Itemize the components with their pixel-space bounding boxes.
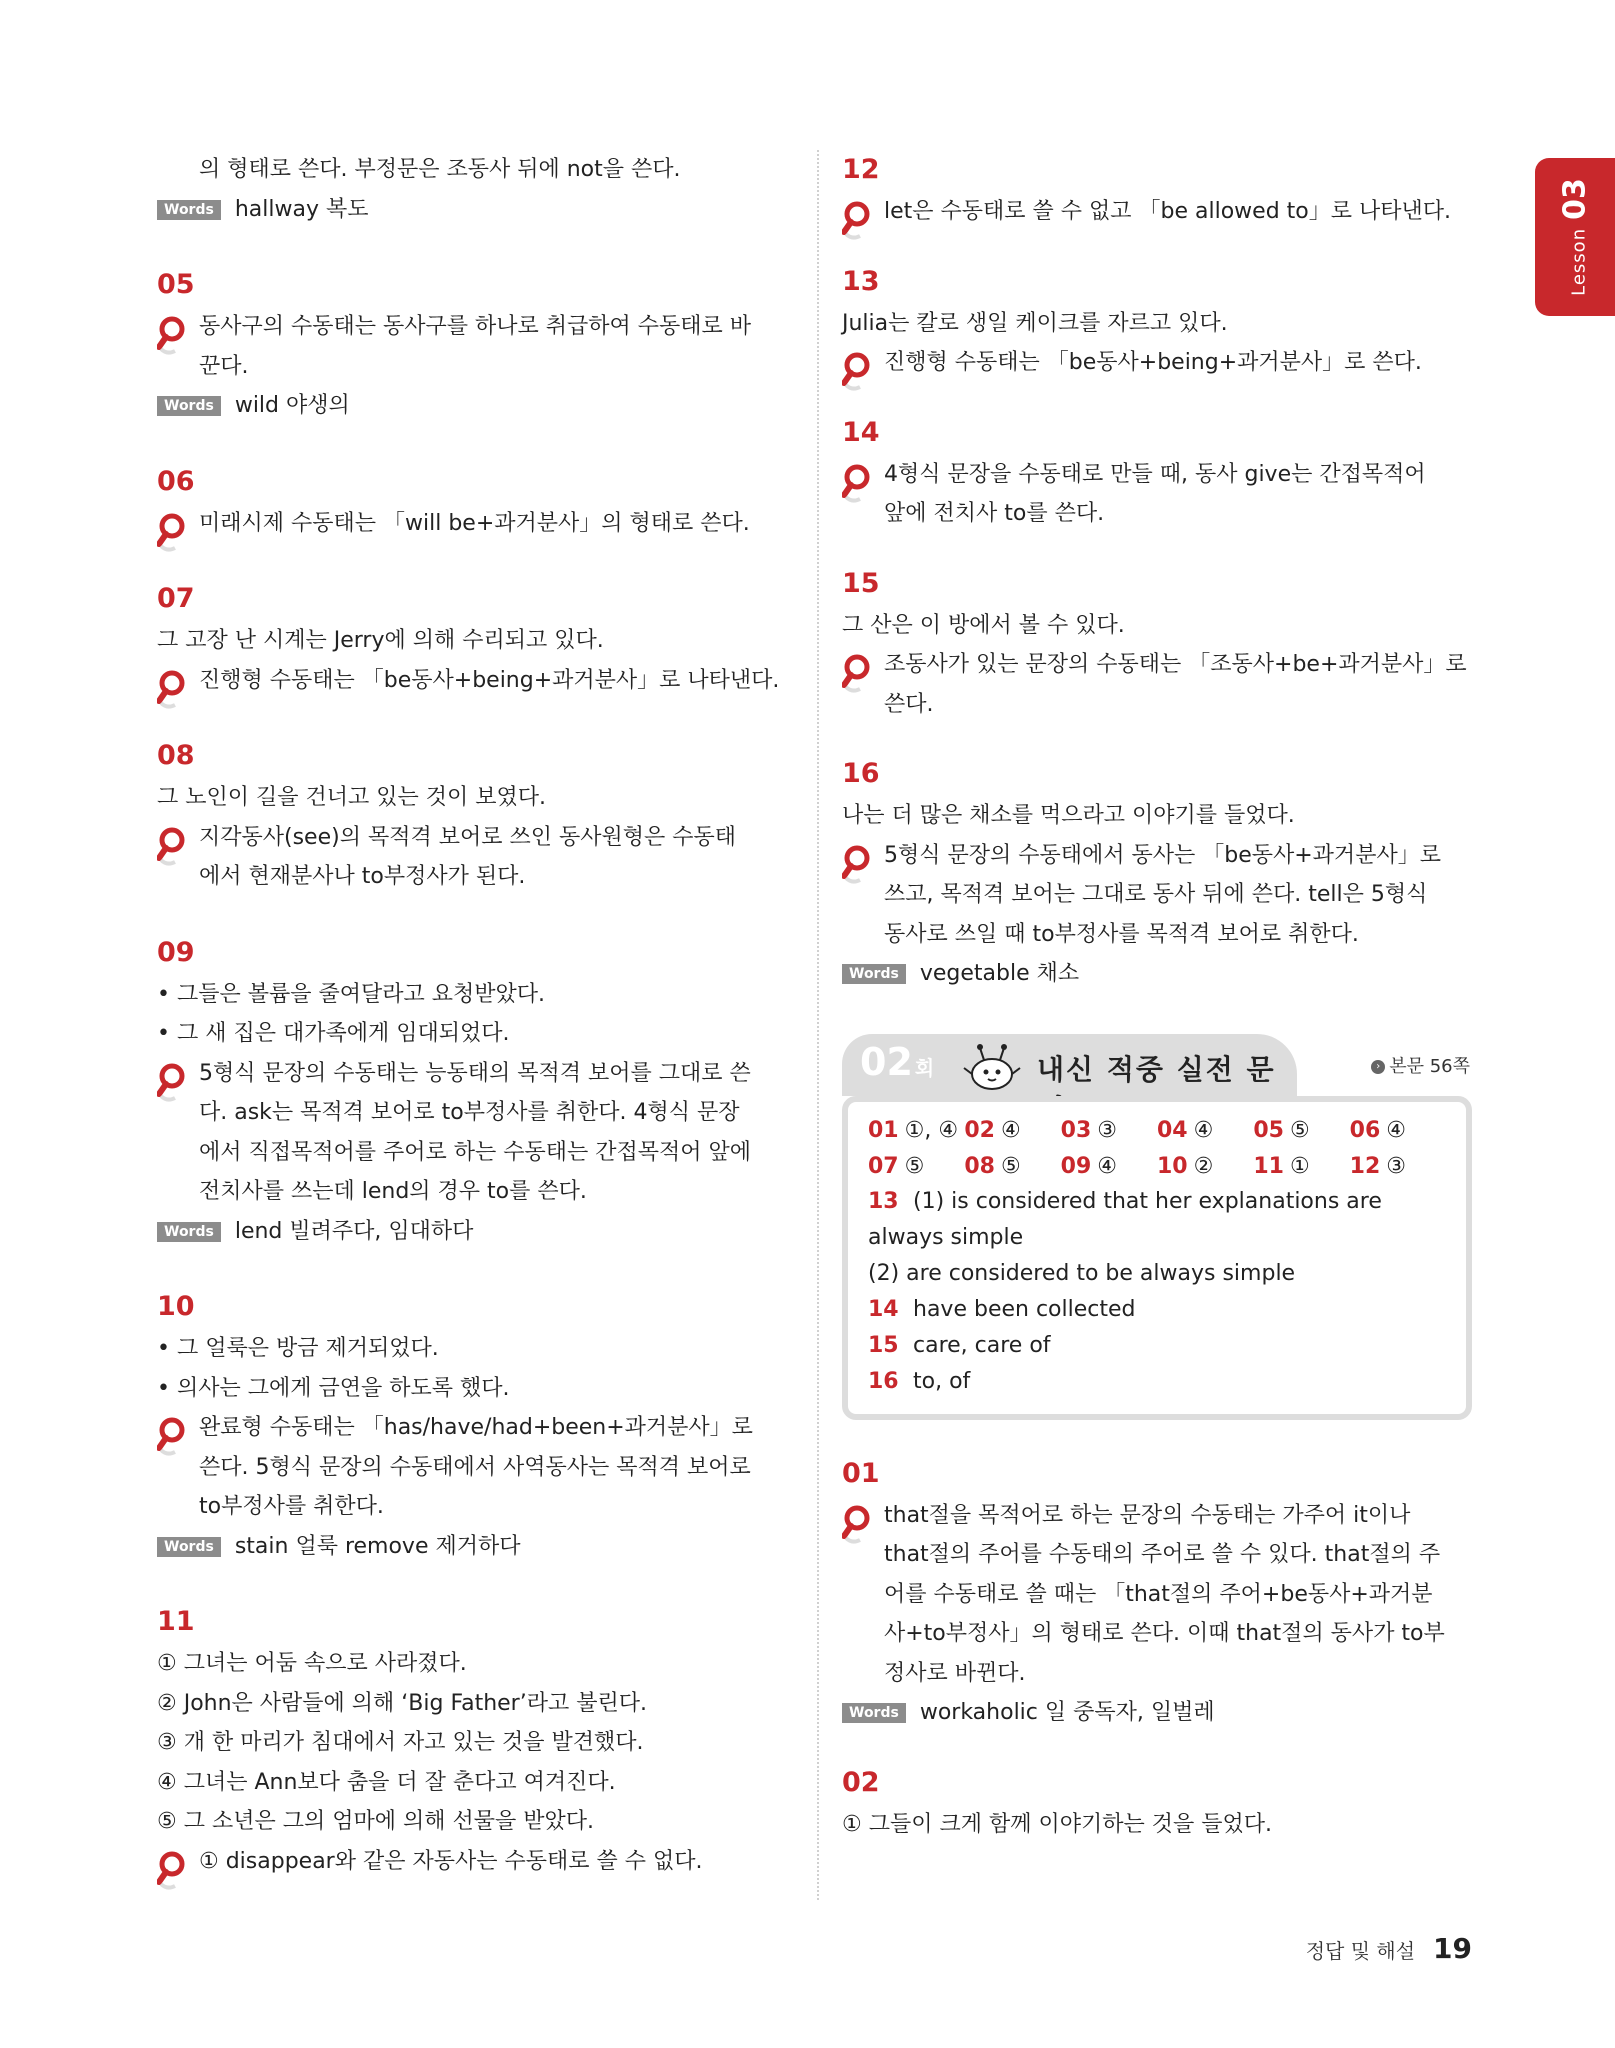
- answer-number: 13: [868, 1188, 899, 1214]
- explanation: [842, 836, 1472, 955]
- question-text: • 그 새 집은 대가족에게 임대되었다.: [157, 1021, 510, 1046]
- explanation: [157, 661, 792, 701]
- answer-item: [868, 1150, 964, 1184]
- long-answers: [868, 1184, 1446, 1400]
- answer-box: [842, 1034, 1472, 1420]
- explanation-line: ① disappear와 같은 자동사는 수동태로 쓸 수 없다.: [199, 1848, 703, 1874]
- question-number: 11: [157, 1606, 195, 1637]
- question-text: • 그들은 볼륨을 줄여달라고 요청받았다.: [157, 981, 545, 1007]
- answer-continuation: always simple: [868, 1224, 1024, 1250]
- page-footer: [1306, 1932, 1472, 1965]
- answer-number: 15: [868, 1332, 899, 1358]
- vocabulary: [157, 1212, 792, 1252]
- vocabulary: [842, 954, 1472, 994]
- question-11: [157, 1602, 792, 1881]
- explanation: [157, 1842, 792, 1882]
- explanation: [842, 1496, 1472, 1694]
- vocabulary: [157, 386, 792, 426]
- lesson-side-tab[interactable]: [1535, 158, 1615, 316]
- answer-item: [964, 1150, 1060, 1184]
- answer-box-title: 내신 적중 실전 문: [1037, 1052, 1276, 1086]
- question-14: [842, 413, 1472, 534]
- magnifier-icon: [842, 653, 876, 693]
- vocabulary-text: hallway 복도: [234, 196, 369, 222]
- question-09: [157, 933, 792, 1252]
- question-number: 15: [842, 567, 880, 599]
- explanation-line: that절을 목적어로 하는 문장의 수동태는 가주어 it이나: [884, 1502, 1411, 1528]
- answer-value: have been collected: [913, 1296, 1136, 1322]
- question-r01: [842, 1454, 1472, 1733]
- right-top-sections: [842, 150, 1472, 994]
- explanation-line: 4형식 문장을 수동태로 만들 때, 동사 give는 간접목적어: [884, 461, 1426, 487]
- question-text: 그 고장 난 시계는 Jerry에 의해 수리되고 있다.: [157, 628, 604, 653]
- explanation: [157, 504, 792, 544]
- question-04: [157, 150, 792, 229]
- answer-number: 14: [868, 1296, 899, 1322]
- question-number: 13: [842, 265, 880, 297]
- answer-item: [868, 1292, 1446, 1328]
- explanation-line: 완료형 수동태는 「has/have/had+been+과거분사」로: [199, 1415, 753, 1440]
- question-text: • 그 얼룩은 방금 제거되었다.: [157, 1336, 439, 1361]
- answer-value: ⑤: [1289, 1117, 1310, 1143]
- answer-value: (1) is considered that her explanations are: [913, 1188, 1382, 1214]
- answer-item: [868, 1364, 1446, 1400]
- vocabulary-text: wild 야생의: [234, 393, 350, 418]
- magnifier-icon: [157, 826, 191, 866]
- vocabulary: [157, 190, 792, 230]
- answer-value: ④: [1000, 1117, 1021, 1143]
- question-number: 07: [157, 583, 195, 614]
- magnifier-icon: [157, 1850, 191, 1890]
- explanation-line: 쓴다.: [884, 691, 934, 717]
- right-bottom-sections: [842, 1454, 1472, 1845]
- magnifier-icon: [157, 512, 191, 552]
- explanation-line: 지각동사(see)의 목적격 보어로 쓰인 동사원형은 수동태: [199, 824, 736, 850]
- explanation-line: 쓴다. 5형식 문장의 수동태에서 사역동사는 목적격 보어로: [199, 1454, 751, 1480]
- question-number: 01: [842, 1457, 880, 1489]
- question-number: 08: [157, 740, 195, 771]
- answer-number: 06: [1349, 1117, 1381, 1143]
- explanation-line: 에서 현재분사나 to부정사가 된다.: [199, 864, 526, 889]
- magnifier-icon: [157, 1416, 191, 1456]
- question-text: ① 그녀는 어둠 속으로 사라졌다.: [157, 1651, 467, 1676]
- question-text: 그 노인이 길을 건너고 있는 것이 보였다.: [157, 785, 546, 810]
- answer-item: [1061, 1114, 1157, 1148]
- vocabulary-text: vegetable 채소: [919, 961, 1080, 986]
- question-r02: [842, 1763, 1472, 1845]
- explanation-line: 진행형 수동태는 「be동사+being+과거분사」로 나타낸다.: [199, 667, 780, 693]
- words-tag: Words: [842, 964, 906, 984]
- answer-value: ③: [1386, 1153, 1407, 1179]
- magnifier-icon: [842, 351, 876, 391]
- answer-item: [1253, 1150, 1349, 1184]
- question-number: 12: [842, 154, 880, 185]
- explanation: [157, 818, 792, 897]
- question-text: ② John은 사람들에 의해 ‘Big Father’라고 불린다.: [157, 1690, 647, 1716]
- explanation-line: 다. ask는 목적격 보어로 to부정사를 취한다. 4형식 문장: [199, 1100, 740, 1125]
- answer-value: ①, ④: [904, 1117, 959, 1143]
- explanation-line: 전치사를 쓰는데 lend의 경우 to를 쓴다.: [199, 1179, 587, 1204]
- question-text: 나는 더 많은 채소를 먹으라고 이야기를 들었다.: [842, 803, 1295, 828]
- magnifier-icon: [842, 844, 876, 884]
- answer-value: ④: [1097, 1153, 1118, 1179]
- explanation-line: 쓰고, 목적격 보어는 그대로 동사 뒤에 쓴다. tell은 5형식: [884, 882, 1428, 907]
- explanation-line: that절의 주어를 수동태의 주어로 쓸 수 있다. that절의 주: [884, 1542, 1441, 1567]
- answer-item: [1253, 1114, 1349, 1148]
- question-06: [157, 462, 792, 544]
- question-08: [157, 736, 792, 897]
- words-tag: Words: [157, 200, 221, 220]
- magnifier-icon: [157, 315, 191, 355]
- question-text: 그 산은 이 방에서 볼 수 있다.: [842, 612, 1125, 638]
- answer-number: 11: [1253, 1153, 1284, 1179]
- question-number: 06: [157, 465, 195, 497]
- question-number: 14: [842, 416, 880, 448]
- magnifier-icon: [842, 200, 876, 240]
- answer-number: 05: [1253, 1117, 1284, 1143]
- explanation: [157, 1408, 792, 1527]
- answer-value: ⑤: [904, 1153, 925, 1179]
- question-15: [842, 564, 1472, 725]
- question-number: 02: [842, 1766, 880, 1798]
- answer-value: ④: [1193, 1117, 1214, 1143]
- explanation: [157, 307, 792, 386]
- vocabulary-text: lend 빌려주다, 임대하다: [234, 1218, 474, 1244]
- explanation-line: 앞에 전치사 to를 쓴다.: [884, 501, 1105, 526]
- question-16: [842, 754, 1472, 994]
- question-number: 09: [157, 936, 195, 968]
- answer-item: [868, 1328, 1446, 1364]
- answer-item: [964, 1114, 1060, 1148]
- answer-value: ①: [1289, 1153, 1310, 1179]
- explanation: [842, 192, 1472, 232]
- answer-item: [1350, 1114, 1446, 1148]
- words-tag: Words: [157, 1537, 221, 1557]
- answer-number: 10: [1157, 1153, 1188, 1179]
- explanation: [157, 150, 792, 190]
- answer-value: ⑤: [1000, 1153, 1021, 1179]
- vocabulary: [157, 1527, 792, 1567]
- question-10: [157, 1287, 792, 1566]
- lesson-label: Lesson: [1568, 227, 1590, 296]
- magnifier-icon: [842, 1504, 876, 1544]
- answer-number: 01: [868, 1117, 899, 1143]
- answer-value: ②: [1193, 1153, 1214, 1179]
- explanation-line: 정사로 바뀐다.: [884, 1660, 1026, 1686]
- explanation-line: 동사로 쓰일 때 to부정사를 목적격 보어로 취한다.: [884, 921, 1359, 947]
- answer-number: 03: [1060, 1117, 1092, 1143]
- answer-box-tab: [842, 1034, 1297, 1096]
- answer-item: [868, 1184, 1446, 1220]
- explanation-line: 조동사가 있는 문장의 수동태는 「조동사+be+과거분사」로: [884, 652, 1467, 677]
- explanation-line: 5형식 문장의 수동태는 능동태의 목적격 보어를 그대로 쓴: [199, 1060, 751, 1086]
- answer-item: [868, 1114, 964, 1148]
- explanation-line: 동사구의 수동태는 동사구를 하나로 취급하여 수동태로 바: [199, 314, 752, 339]
- answer-item: [1061, 1150, 1157, 1184]
- words-tag: Words: [842, 1703, 906, 1723]
- question-number: 05: [157, 269, 195, 300]
- question-text: ① 그들이 크게 함께 이야기하는 것을 들었다.: [842, 1811, 1272, 1837]
- answer-number: 02: [964, 1117, 995, 1143]
- answer-continuation: (2) are considered to be always simple: [868, 1260, 1296, 1286]
- answer-number: 12: [1349, 1153, 1381, 1179]
- words-tag: Words: [157, 396, 221, 416]
- column-divider: [817, 150, 819, 1900]
- answer-number: 07: [868, 1153, 899, 1179]
- vocabulary: [842, 1693, 1472, 1733]
- answer-box-header: [842, 1034, 1472, 1104]
- explanation-line: 5형식 문장의 수동태에서 동사는 「be동사+과거분사」로: [884, 842, 1441, 868]
- explanation-line: 꾼다.: [199, 353, 249, 379]
- question-number: 16: [842, 758, 880, 789]
- answer-item: [1350, 1150, 1446, 1184]
- arrow-circle-icon: ›: [1371, 1060, 1385, 1074]
- question-text: ④ 그녀는 Ann보다 춤을 더 잘 춘다고 여겨진다.: [157, 1769, 616, 1795]
- question-05: [157, 265, 792, 426]
- magnifier-icon: [157, 1062, 191, 1102]
- answer-number: 08: [964, 1153, 995, 1179]
- explanation-line: 에서 직접목적어를 주어로 하는 수동태는 간접목적어 앞에: [199, 1139, 752, 1165]
- explanation-line: 어를 수동태로 쓸 때는 「that절의 주어+be동사+과거분: [884, 1581, 1433, 1607]
- question-text: ⑤ 그 소년은 그의 엄마에 의해 선물을 받았다.: [157, 1809, 594, 1834]
- explanation: [842, 455, 1472, 534]
- question-text: • 의사는 그에게 금연을 하도록 했다.: [157, 1375, 510, 1401]
- question-text: ③ 개 한 마리가 침대에서 자고 있는 것을 발견했다.: [157, 1730, 644, 1755]
- explanation: [157, 1054, 792, 1212]
- footer-label: 정답 및 해설: [1305, 1939, 1416, 1963]
- explanation-line: 사+to부정사」의 형태로 쓴다. 이때 that절의 동사가 to부: [884, 1621, 1445, 1646]
- words-tag: Words: [157, 1222, 221, 1242]
- answer-value: care, care of: [913, 1332, 1051, 1358]
- question-number: 10: [157, 1291, 195, 1322]
- explanation: [842, 343, 1472, 383]
- explanation-line: 미래시제 수동태는 「will be+과거분사」의 형태로 쓴다.: [199, 510, 750, 536]
- explanation-line: 진행형 수동태는 「be동사+being+과거분사」로 쓴다.: [884, 350, 1422, 375]
- question-12: [842, 150, 1472, 232]
- answer-number: 16: [868, 1368, 899, 1394]
- question-13: [842, 262, 1472, 383]
- answer-value: to, of: [913, 1368, 971, 1394]
- explanation: [842, 645, 1472, 724]
- answer-number: 09: [1060, 1153, 1092, 1179]
- answer-item: [1157, 1114, 1253, 1148]
- question-07: [157, 579, 792, 700]
- answer-item: [1157, 1150, 1253, 1184]
- answer-value: ③: [1097, 1117, 1118, 1143]
- magnifier-icon: [157, 669, 191, 709]
- vocabulary-text: stain 얼룩 remove 제거하다: [234, 1533, 521, 1559]
- short-answers: [868, 1114, 1446, 1184]
- magnifier-icon: [842, 463, 876, 503]
- question-text: Julia는 칼로 생일 케이크를 자르고 있다.: [842, 310, 1228, 336]
- lesson-number: 03: [1557, 178, 1593, 220]
- round-number: 02 회: [860, 1039, 935, 1084]
- right-column: [842, 150, 1472, 1844]
- explanation-line: let은 수동태로 쓸 수 없고 「be allowed to」로 나타낸다.: [884, 199, 1451, 224]
- vocabulary-text: workaholic 일 중독자, 일벌레: [919, 1700, 1215, 1725]
- explanation-line: to부정사를 취한다.: [199, 1494, 384, 1519]
- explanation-line: 의 형태로 쓴다. 부정문은 조동사 뒤에 not을 쓴다.: [199, 157, 681, 182]
- page-number: 19: [1433, 1932, 1472, 1965]
- answer-value: ④: [1386, 1117, 1407, 1143]
- mascot-icon: [962, 1042, 1022, 1092]
- answer-box-body: [842, 1096, 1472, 1420]
- left-column: [157, 150, 792, 1881]
- answer-number: 04: [1157, 1117, 1188, 1143]
- page-reference[interactable]: › 본문 56쪽: [1371, 1052, 1470, 1078]
